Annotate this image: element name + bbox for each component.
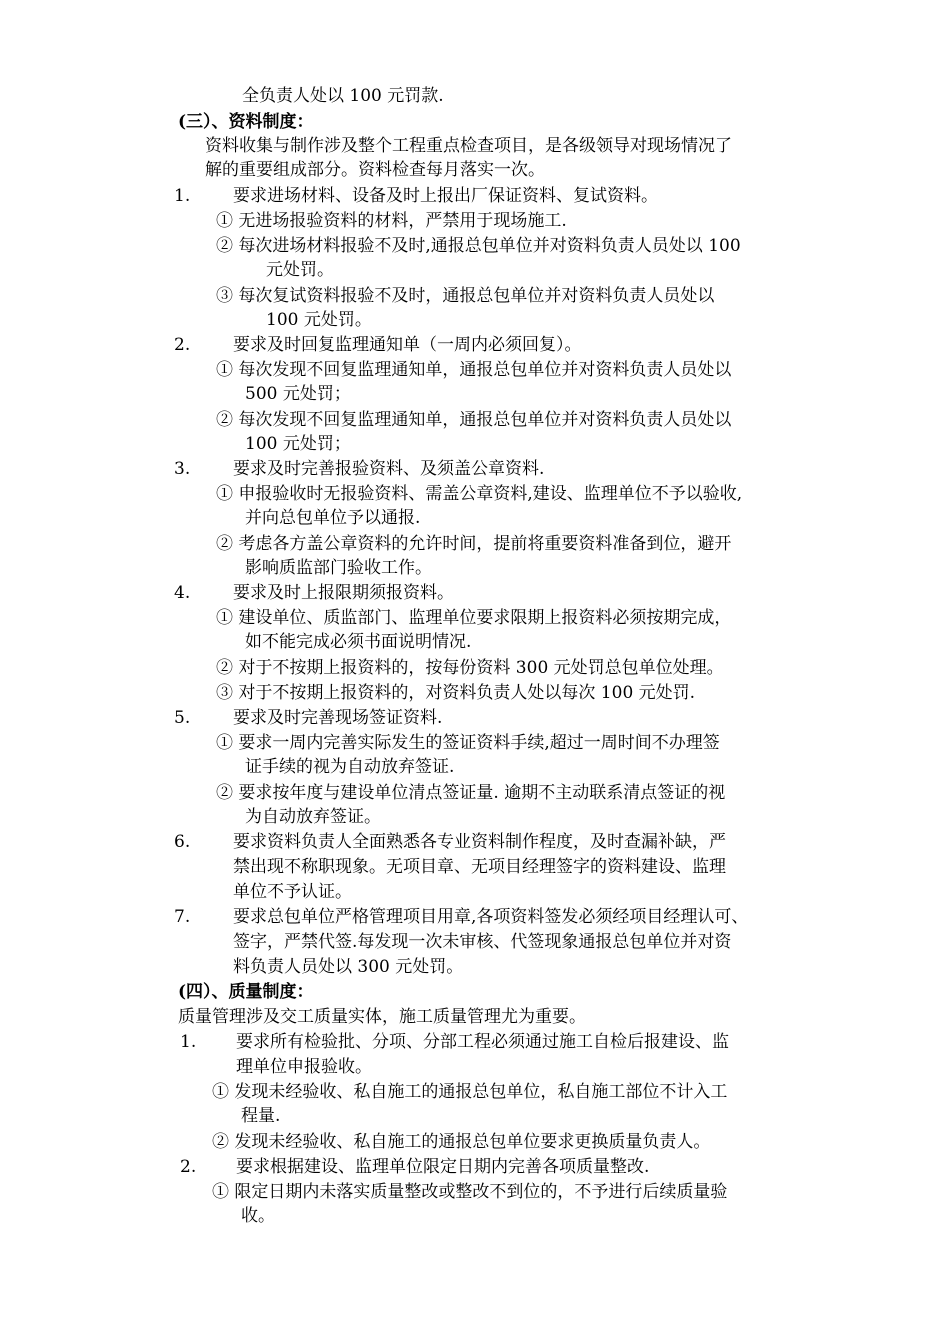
- list-item: 要求进场材料、设备及时上报出厂保证资料、复试资料。: [233, 186, 658, 206]
- sub-item: ① 无进场报验资料的材料，严禁用于现场施工.: [216, 211, 567, 231]
- sub-item-cont: 为自动放弃签证。: [245, 807, 381, 827]
- list-item: 要求所有检验批、分项、分部工程必须通过施工自检后报建设、监: [236, 1032, 729, 1052]
- sub-item-cont: 影响质监部门验收工作。: [245, 558, 432, 578]
- sub-item: ② 每次进场材料报验不及时,通报总包单位并对资料负责人员处以 100: [216, 236, 741, 256]
- sub-item: ① 每次发现不回复监理通知单，通报总包单位并对资料负责人员处以: [216, 360, 732, 380]
- sub-item: ① 要求一周内完善实际发生的签证资料手续,超过一周时间不办理签: [216, 733, 720, 753]
- list-item: 要求资料负责人全面熟悉各专业资料制作程度，及时查漏补缺，严: [233, 832, 726, 852]
- list-item-cont: 理单位申报验收。: [236, 1057, 372, 1077]
- sub-item: ② 要求按年度与建设单位清点签证量. 逾期不主动联系清点签证的视: [216, 783, 726, 803]
- paragraph-line: 解的重要组成部分。资料检查每月落实一次。: [205, 160, 545, 180]
- sub-item: ③ 对于不按期上报资料的，对资料负责人处以每次 100 元处罚.: [216, 683, 696, 703]
- sub-item: ② 发现未经验收、私自施工的通报总包单位要求更换质量负责人。: [212, 1132, 711, 1152]
- sub-item: ② 每次发现不回复监理通知单，通报总包单位并对资料负责人员处以: [216, 410, 732, 430]
- sub-item-cont: 500 元处罚；: [245, 384, 351, 404]
- sub-item-cont: 收。: [241, 1206, 275, 1226]
- list-item: 要求总包单位严格管理项目用章,各项资料签发必须经项目经理认可、: [233, 907, 749, 927]
- paragraph-line: 质量管理涉及交工质量实体，施工质量管理尤为重要。: [178, 1007, 586, 1027]
- list-item-cont: 禁出现不称职现象。无项目章、无项目经理签字的资料建设、监理: [233, 857, 726, 877]
- list-number: 5.: [174, 708, 191, 728]
- sub-item-cont: 100 元处罚。: [266, 310, 372, 330]
- sub-item-cont: 元处罚。: [266, 260, 334, 280]
- list-item: 要求及时回复监理通知单（一周内必须回复）。: [233, 335, 582, 355]
- sub-item-cont: 证手续的视为自动放弃签证.: [245, 757, 455, 777]
- list-number: 3.: [174, 459, 191, 479]
- section-heading-4: (四）、质量制度：: [178, 982, 314, 1002]
- sub-item-cont: 100 元处罚；: [245, 434, 351, 454]
- sub-item-cont: 并向总包单位予以通报.: [245, 508, 421, 528]
- list-item: 要求及时上报限期须报资料。: [233, 583, 454, 603]
- list-item-cont: 料负责人员处以 300 元处罚。: [233, 957, 464, 977]
- paragraph-line: 资料收集与制作涉及整个工程重点检查项目，是各级领导对现场情况了: [205, 136, 732, 156]
- sub-item: ① 申报验收时无报验资料、需盖公章资料,建设、监理单位不予以验收,: [216, 484, 743, 504]
- list-number: 4.: [174, 583, 191, 603]
- list-number: 7.: [174, 907, 191, 927]
- sub-item: ③ 每次复试资料报验不及时，通报总包单位并对资料负责人员处以: [216, 286, 715, 306]
- list-item: 要求及时完善现场签证资料.: [233, 708, 443, 728]
- sub-item: ② 考虑各方盖公章资料的允许时间，提前将重要资料准备到位，避开: [216, 534, 732, 554]
- sub-item: ① 建设单位、质监部门、监理单位要求限期上报资料必须按期完成，: [216, 608, 732, 628]
- sub-item-cont: 如不能完成必须书面说明情况.: [245, 632, 472, 652]
- list-number: 1.: [180, 1032, 197, 1052]
- sub-item: ② 对于不按期上报资料的，按每份资料 300 元处罚总包单位处理。: [216, 658, 724, 678]
- list-number: 2.: [180, 1157, 197, 1177]
- list-number: 1.: [174, 186, 191, 206]
- list-number: 2.: [174, 335, 191, 355]
- list-item-cont: 单位不予认证。: [233, 882, 352, 902]
- list-number: 6.: [174, 832, 191, 852]
- list-item: 要求根据建设、监理单位限定日期内完善各项质量整改.: [236, 1157, 650, 1177]
- list-item-cont: 签字，严禁代签.每发现一次未审核、代签现象通报总包单位并对资: [233, 932, 732, 952]
- sub-item: ① 限定日期内未落实质量整改或整改不到位的，不予进行后续质量验: [212, 1182, 728, 1202]
- text-line: 全负责人处以 100 元罚款.: [242, 86, 444, 106]
- section-heading-3: (三）、资料制度：: [178, 112, 314, 132]
- list-item: 要求及时完善报验资料、及须盖公章资料.: [233, 459, 545, 479]
- sub-item: ① 发现未经验收、私自施工的通报总包单位，私自施工部位不计入工: [212, 1082, 728, 1102]
- sub-item-cont: 程量.: [241, 1106, 281, 1126]
